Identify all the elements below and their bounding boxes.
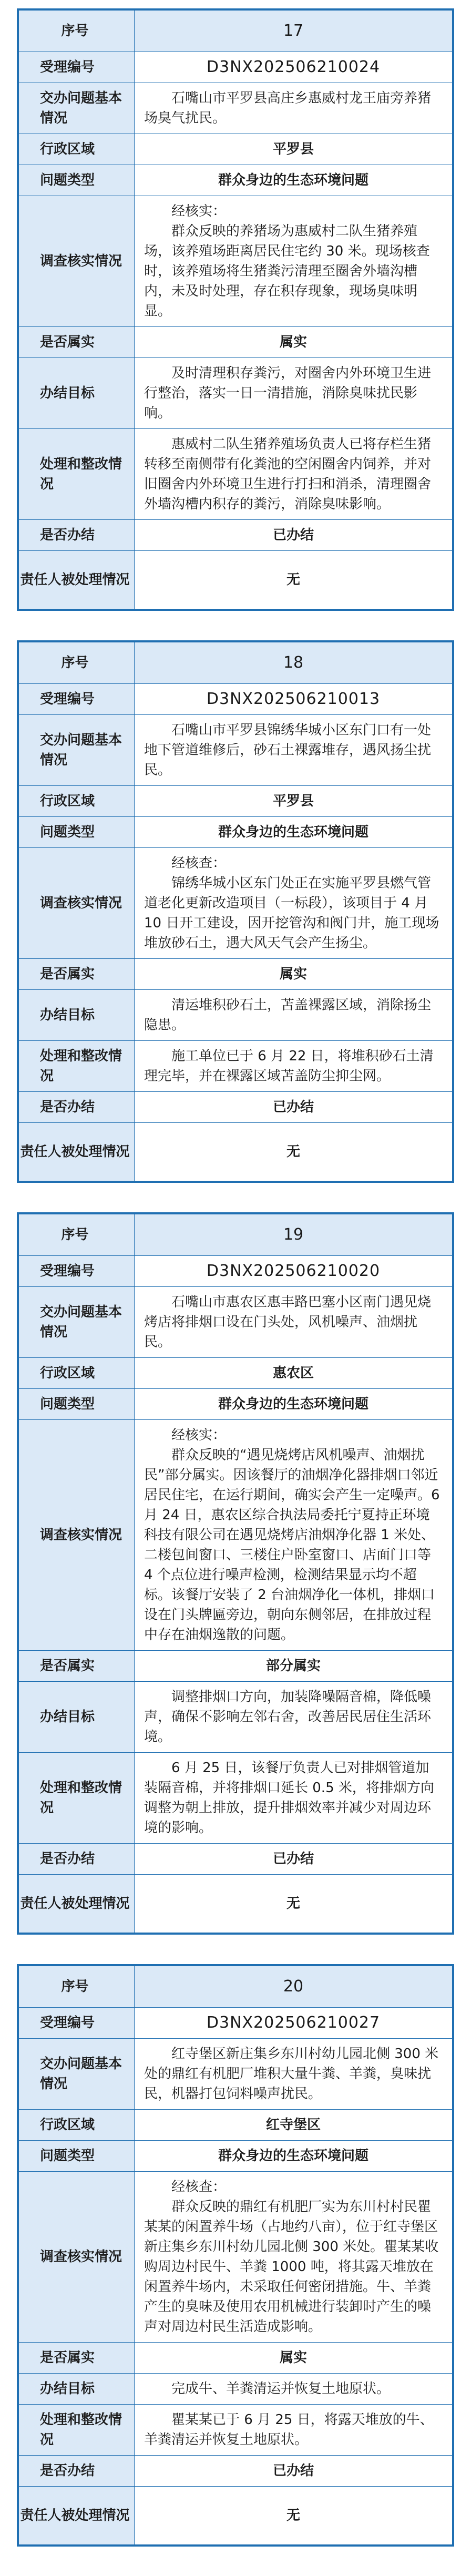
record-card [17,640,454,1183]
row-problem-type [19,817,453,848]
label-basic-info: 交办问题基本情况 [19,2039,135,2110]
label-acceptance-no: 受理编号 [19,2008,135,2039]
record-card [17,1212,454,1935]
value-is-true: 属实 [135,2343,453,2374]
record-card [17,8,454,611]
value-accountable: 无 [135,2487,453,2545]
row-region [19,786,453,817]
value-is-closed: 已办结 [135,1844,453,1875]
label-goal: 办结目标 [19,358,135,429]
value-handling: 瞿某某已于 6 月 25 日，将露天堆放的牛、羊粪清运并恢复土地原状。 [135,2405,453,2456]
label-region: 行政区域 [19,1358,135,1389]
investigation-body: 群众反映的“遇见烧烤店风机噪声、油烟扰民”部分属实。因该餐厅的油烟净化器排烟口邻近居民住宅，在运行期间，确实会产生一定噪声。6 月 24 日，惠农区综合执法局委托宁夏持正环境科技有限公司在遇见烧烤店油烟净化器 1 米处、二楼包间窗口、三楼住户卧室窗口、店面门口等 4 个点位进行噪声检测，检测结果显示均不超标。该餐厅安装了 2 台油烟净化一体机，排烟口设在门头牌匾旁边，朝向东侧邻居，在排放过程中存在油烟逸散的问题。 [144,1447,440,1643]
label-accountable: 责任人被处理情况 [19,1875,135,1933]
value-goal: 完成牛、羊粪清运并恢复土地原状。 [135,2374,453,2405]
investigation-body: 群众反映的鼎红有机肥厂实为东川村村民瞿某某的闲置养牛场（占地约八亩），位于红寺堡区新庄集乡东川村幼儿园北侧 300 米处。瞿某某收购周边村民牛、羊粪 1000 吨，将其露天堆放在闲置养牛场内，未采取任何密闭措施。牛、羊粪产生的臭味及使用农用机械进行装卸时产生的噪声对周边村民生活造成影响。 [144,2199,439,2335]
value-seq: 17 [135,11,453,52]
label-goal: 办结目标 [19,1682,135,1753]
investigation-lead: 经核查： [171,855,227,871]
row-handling [19,429,453,520]
row-is-true [19,959,453,990]
row-investigation [19,848,453,959]
row-region [19,2110,453,2141]
label-region: 行政区域 [19,134,135,165]
value-acceptance-no: D3NX202506210020 [135,1256,453,1287]
row-goal [19,358,453,429]
value-handling: 惠威村二队生猪养殖场负责人已将存栏生猪转移至南侧带有化粪池的空闲圈舍内饲养，并对旧圈舍内外环境卫生进行打扫和消杀，清理圈舍外墙沟槽内积存的粪污，消除臭味影响。 [135,429,453,520]
label-acceptance-no: 受理编号 [19,52,135,83]
label-handling: 处理和整改情况 [19,429,135,520]
row-region [19,1358,453,1389]
label-acceptance-no: 受理编号 [19,1256,135,1287]
value-acceptance-no: D3NX202506210013 [135,684,453,715]
investigation-lead: 经核查： [171,2179,227,2195]
label-problem-type: 问题类型 [19,2141,135,2172]
label-goal: 办结目标 [19,2374,135,2405]
label-is-closed: 是否办结 [19,520,135,551]
label-acceptance-no: 受理编号 [19,684,135,715]
label-seq: 序号 [19,642,135,684]
investigation-body: 群众反映的养猪场为惠威村二队生猪养殖场，该养殖场距离居民住宅约 30 米。现场核查时，该养殖场将生猪粪污清理至圈舍外墙沟槽内，未及时处理，存在积存现象，现场臭味明显。 [144,223,430,319]
row-basic-info [19,83,453,134]
row-is-true [19,2343,453,2374]
row-goal [19,990,453,1041]
row-investigation [19,2172,453,2343]
value-basic-info: 石嘴山市平罗县高庄乡惠威村龙王庙旁养猪场臭气扰民。 [135,83,453,134]
record-table [18,1966,453,2545]
label-problem-type: 问题类型 [19,817,135,848]
row-acceptance-no [19,52,453,83]
value-is-closed: 已办结 [135,2456,453,2487]
label-accountable: 责任人被处理情况 [19,2487,135,2545]
label-handling: 处理和整改情况 [19,1041,135,1092]
row-investigation [19,1420,453,1651]
value-acceptance-no: D3NX202506210027 [135,2008,453,2039]
value-region: 红寺堡区 [135,2110,453,2141]
row-handling [19,2405,453,2456]
row-is-true [19,327,453,358]
label-handling: 处理和整改情况 [19,1753,135,1844]
row-is-true [19,1651,453,1682]
value-is-true: 属实 [135,959,453,990]
row-region [19,134,453,165]
value-goal: 调整排烟口方向，加装降噪隔音棉，降低噪声，确保不影响左邻右舍，改善居民居住生活环境。 [135,1682,453,1753]
row-problem-type [19,165,453,196]
value-investigation [135,196,453,327]
record-table [18,1214,453,1933]
label-problem-type: 问题类型 [19,165,135,196]
row-seq [19,1214,453,1256]
row-seq [19,642,453,684]
value-goal: 及时清理积存粪污，对圈舍内外环境卫生进行整治，落实一日一清措施，消除臭味扰民影响。 [135,358,453,429]
investigation-lead: 经核实： [171,203,227,219]
row-investigation [19,196,453,327]
row-handling [19,1041,453,1092]
row-goal [19,2374,453,2405]
label-accountable: 责任人被处理情况 [19,1123,135,1181]
value-seq: 18 [135,642,453,684]
value-basic-info: 红寺堡区新庄集乡东川村幼儿园北侧 300 米处的鼎红有机肥厂堆积大量牛粪、羊粪，臭味扰民，机器打包饲料噪声扰民。 [135,2039,453,2110]
row-basic-info [19,715,453,786]
label-basic-info: 交办问题基本情况 [19,1287,135,1358]
label-is-true: 是否属实 [19,2343,135,2374]
value-is-true: 属实 [135,327,453,358]
label-is-closed: 是否办结 [19,1092,135,1123]
value-seq: 20 [135,1966,453,2008]
row-handling [19,1753,453,1844]
label-basic-info: 交办问题基本情况 [19,715,135,786]
row-basic-info [19,1287,453,1358]
label-investigation: 调查核实情况 [19,2172,135,2343]
row-accountable [19,2487,453,2545]
value-handling: 6 月 25 日，该餐厅负责人已对排烟管道加装隔音棉，并将排烟口延长 0.5 米，将排烟方向调整为朝上排放，提升排烟效率并减少对周边环境的影响。 [135,1753,453,1844]
value-basic-info: 石嘴山市平罗县锦绣华城小区东门口有一处地下管道维修后，砂石土裸露堆存，遇风扬尘扰民。 [135,715,453,786]
row-accountable [19,1875,453,1933]
label-is-true: 是否属实 [19,327,135,358]
label-investigation: 调查核实情况 [19,848,135,959]
label-basic-info: 交办问题基本情况 [19,83,135,134]
value-investigation [135,1420,453,1651]
value-basic-info: 石嘴山市惠农区惠丰路巴塞小区南门遇见烧烤店将排烟口设在门头处，风机噪声、油烟扰民。 [135,1287,453,1358]
row-seq [19,1966,453,2008]
row-is-closed [19,2456,453,2487]
label-seq: 序号 [19,1966,135,2008]
value-accountable: 无 [135,1875,453,1933]
record-table [18,642,453,1181]
value-problem-type: 群众身边的生态环境问题 [135,165,453,196]
value-region: 惠农区 [135,1358,453,1389]
value-accountable: 无 [135,551,453,609]
label-problem-type: 问题类型 [19,1389,135,1420]
value-is-true: 部分属实 [135,1651,453,1682]
row-problem-type [19,1389,453,1420]
label-seq: 序号 [19,1214,135,1256]
label-region: 行政区域 [19,2110,135,2141]
row-seq [19,11,453,52]
value-region: 平罗县 [135,786,453,817]
value-problem-type: 群众身边的生态环境问题 [135,1389,453,1420]
record-card [17,1964,454,2547]
row-accountable [19,1123,453,1181]
value-investigation [135,2172,453,2343]
row-is-closed [19,1092,453,1123]
row-acceptance-no [19,2008,453,2039]
label-investigation: 调查核实情况 [19,196,135,327]
value-is-closed: 已办结 [135,1092,453,1123]
value-region: 平罗县 [135,134,453,165]
row-accountable [19,551,453,609]
label-is-closed: 是否办结 [19,2456,135,2487]
investigation-lead: 经核实： [171,1427,227,1443]
investigation-body: 锦绣华城小区东门处正在实施平罗县燃气管道老化更新改造项目（一标段），该项目于 4 月 10 日开工建设，因开挖管沟和阀门井，施工现场堆放砂石土，遇大风天气会产生扬尘。 [144,875,439,951]
label-investigation: 调查核实情况 [19,1420,135,1651]
row-is-closed [19,1844,453,1875]
label-region: 行政区域 [19,786,135,817]
row-problem-type [19,2141,453,2172]
label-is-true: 是否属实 [19,1651,135,1682]
label-is-true: 是否属实 [19,959,135,990]
value-accountable: 无 [135,1123,453,1181]
label-goal: 办结目标 [19,990,135,1041]
value-acceptance-no: D3NX202506210024 [135,52,453,83]
value-investigation [135,848,453,959]
value-handling: 施工单位已于 6 月 22 日，将堆积砂石土清理完毕，并在裸露区域苫盖防尘抑尘网。 [135,1041,453,1092]
row-is-closed [19,520,453,551]
label-seq: 序号 [19,11,135,52]
row-acceptance-no [19,684,453,715]
row-acceptance-no [19,1256,453,1287]
value-seq: 19 [135,1214,453,1256]
label-is-closed: 是否办结 [19,1844,135,1875]
label-handling: 处理和整改情况 [19,2405,135,2456]
record-table [18,10,453,609]
value-goal: 清运堆积砂石土，苫盖裸露区域，消除扬尘隐患。 [135,990,453,1041]
row-goal [19,1682,453,1753]
value-is-closed: 已办结 [135,520,453,551]
value-problem-type: 群众身边的生态环境问题 [135,2141,453,2172]
value-problem-type: 群众身边的生态环境问题 [135,817,453,848]
label-accountable: 责任人被处理情况 [19,551,135,609]
row-basic-info [19,2039,453,2110]
